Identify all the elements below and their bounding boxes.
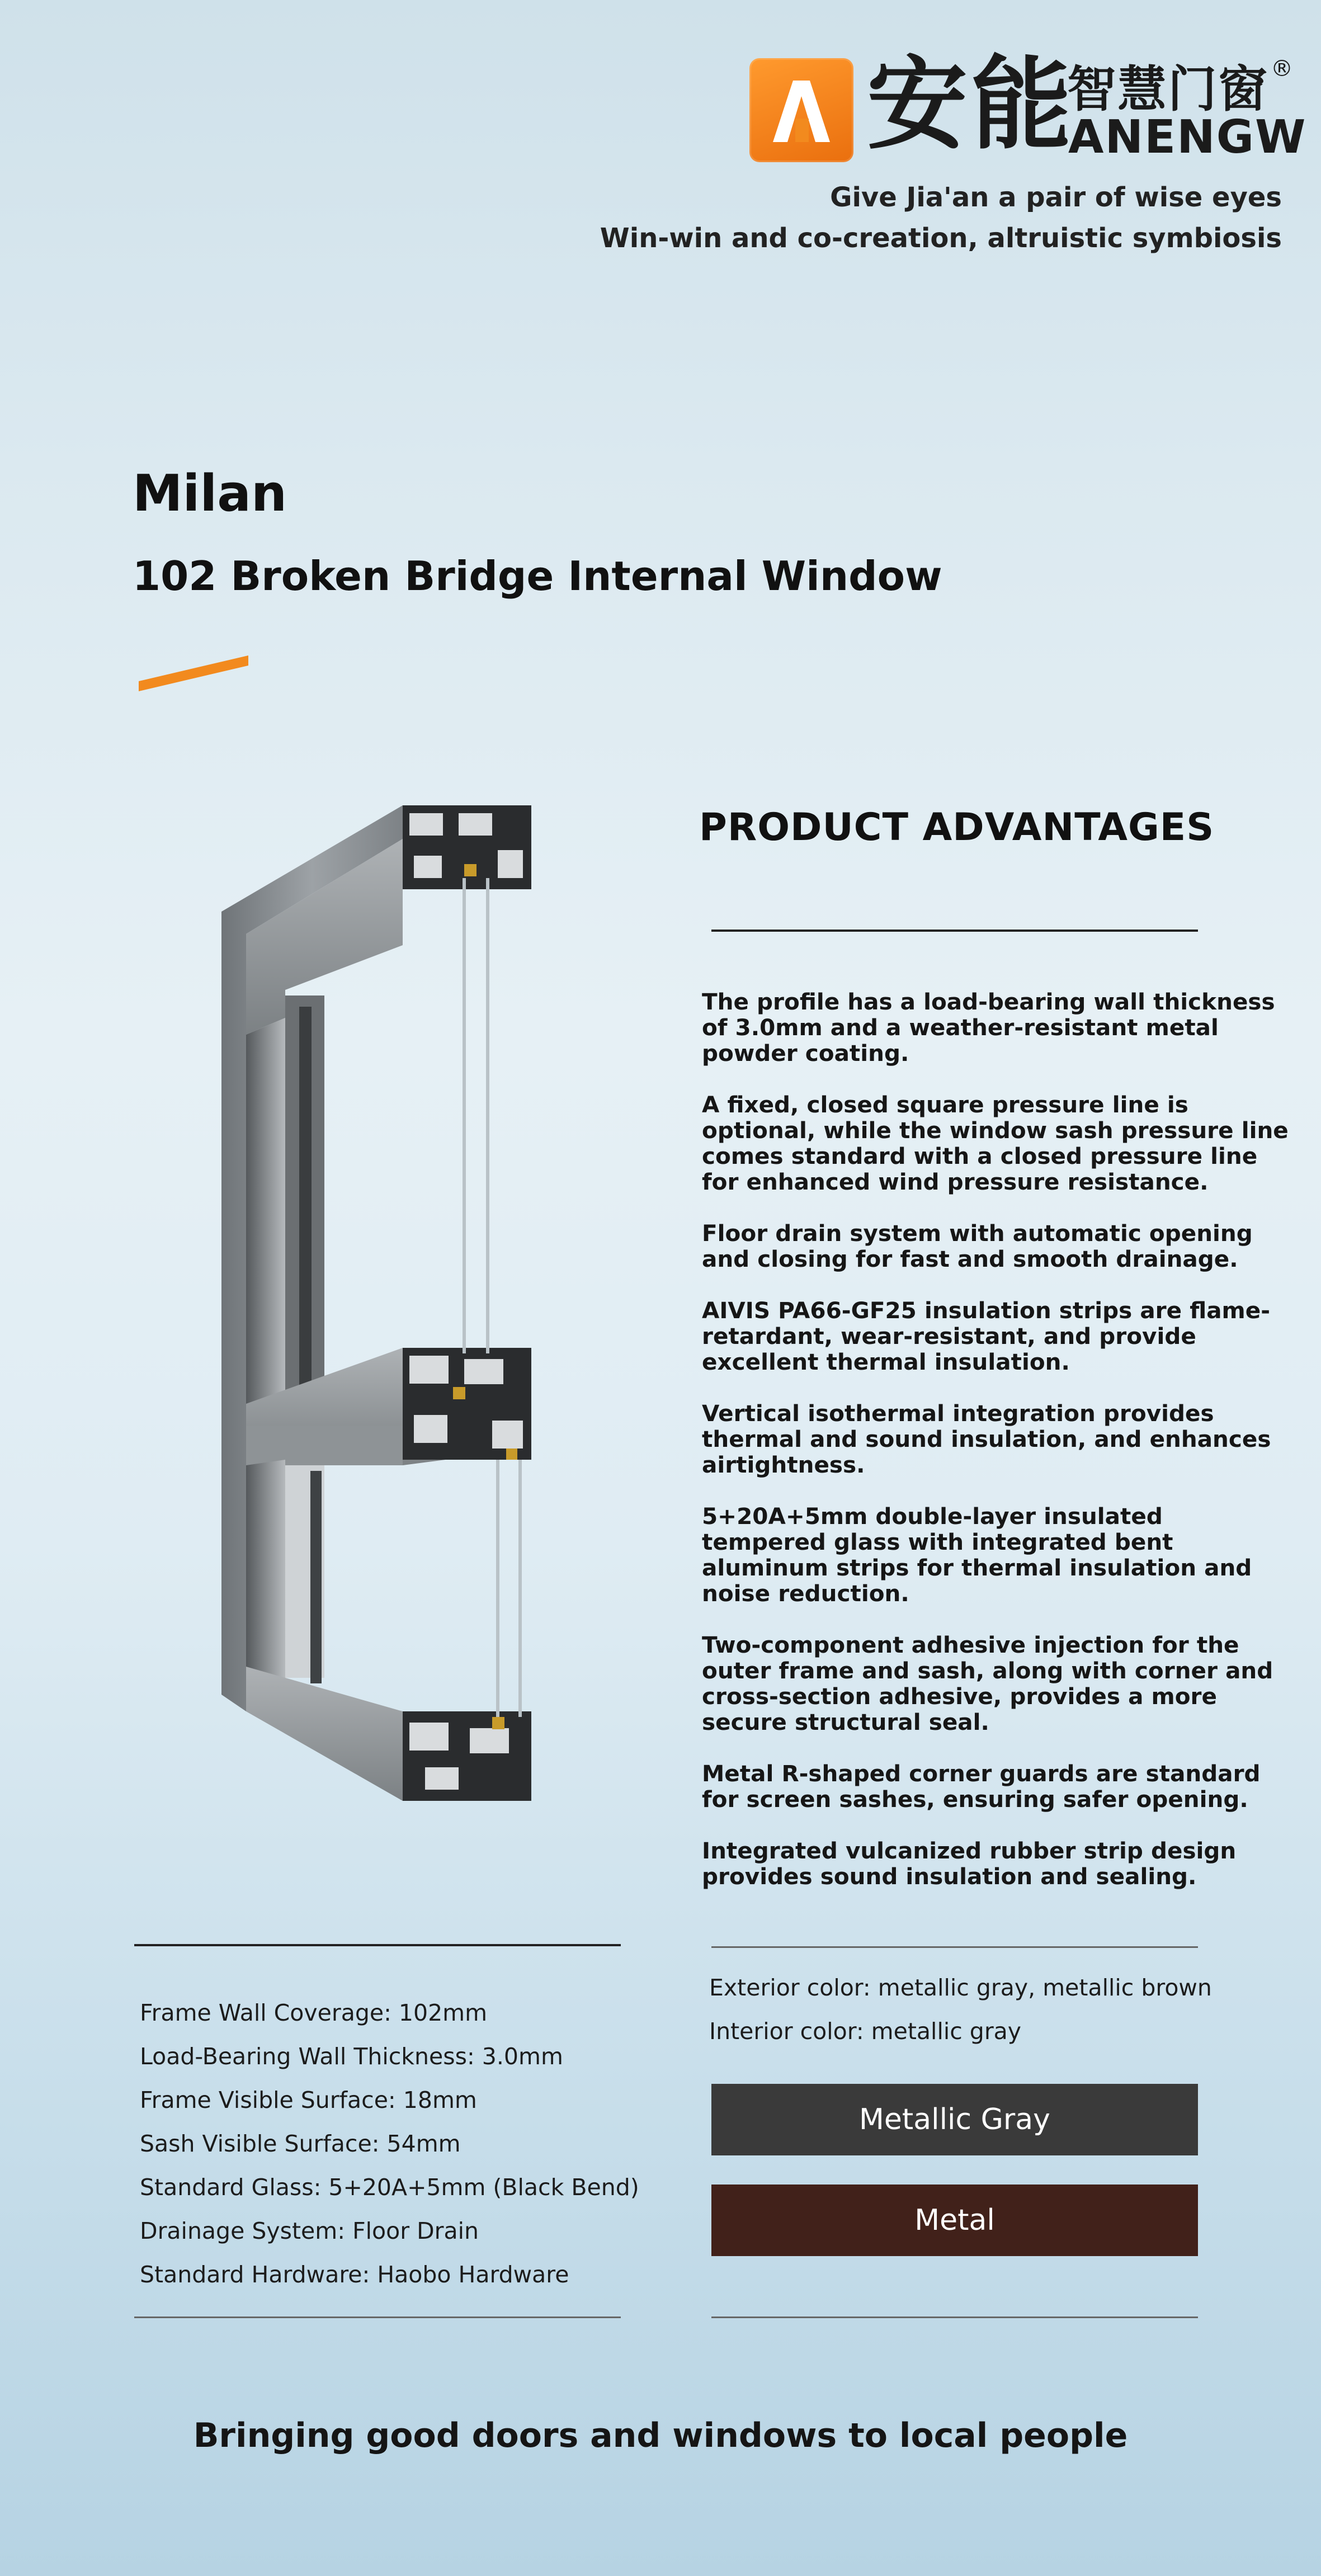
brand-slogan: Win-win and co-creation, altruistic symbiosis bbox=[600, 223, 1282, 254]
divider bbox=[134, 1944, 621, 1946]
spec-item: Frame Wall Coverage: 102mm bbox=[140, 1999, 488, 2026]
color-swatch-metal bbox=[711, 2185, 1198, 2256]
window-profile-cross-section-icon bbox=[201, 794, 548, 1823]
accent-stroke bbox=[139, 649, 251, 693]
advantage-item: 5+20A+5mm double-layer insulated tempered glass with integrated bent aluminum strips for thermal insulation and noise reduction. bbox=[702, 1503, 1252, 1607]
spec-item: Frame Visible Surface: 18mm bbox=[140, 2087, 477, 2113]
color-swatch-metallic-gray bbox=[711, 2084, 1198, 2155]
spec-item: Standard Glass: 5+20A+5mm (Black Bend) bbox=[140, 2174, 639, 2201]
product-subtitle: 102 Broken Bridge Internal Window bbox=[133, 553, 942, 600]
footer-tagline: Bringing good doors and windows to local people bbox=[193, 2416, 1128, 2455]
advantages-heading: PRODUCT ADVANTAGES bbox=[699, 805, 1215, 850]
advantages-list bbox=[702, 989, 1289, 1915]
advantage-item: Floor drain system with automatic opening and closing for fast and smooth drainage. bbox=[702, 1220, 1253, 1272]
advantage-item: Integrated vulcanized rubber strip design provides sound insulation and sealing. bbox=[702, 1837, 1237, 1890]
swatch-label: Metallic Gray bbox=[859, 2103, 1050, 2136]
advantage-item: Metal R-shaped corner guards are standard for screen sashes, ensuring safer opening. bbox=[702, 1760, 1261, 1813]
divider bbox=[711, 930, 1198, 932]
advantage-item: AIVIS PA66-GF25 insulation strips are flame-retardant, wear-resistant, and provide excellent thermal insulation. bbox=[702, 1297, 1271, 1375]
divider bbox=[711, 2316, 1198, 2318]
brand-logo-icon bbox=[749, 58, 853, 162]
brand-name-en: ANENGW bbox=[1068, 111, 1307, 164]
spec-item: Sash Visible Surface: 54mm bbox=[140, 2130, 461, 2157]
spec-item: Standard Hardware: Haobo Hardware bbox=[140, 2261, 569, 2288]
brand-tagline-cn: 智慧门窗 bbox=[1067, 60, 1269, 118]
advantage-item: A fixed, closed square pressure line is optional, while the window sash pressure line comes standard with a closed pressure line for enhanced wind pressure resistance. bbox=[702, 1091, 1289, 1195]
registered-mark: ® bbox=[1271, 56, 1293, 82]
advantage-item: The profile has a load-bearing wall thickness of 3.0mm and a weather-resistant metal powder coating. bbox=[702, 988, 1275, 1067]
spec-item: Load-Bearing Wall Thickness: 3.0mm bbox=[140, 2043, 563, 2070]
advantage-item: Vertical isothermal integration provides thermal and sound insulation, and enhances airtightness. bbox=[702, 1400, 1271, 1478]
spec-list bbox=[140, 1991, 639, 2296]
advantage-item: Two-component adhesive injection for the outer frame and sash, along with corner and cross-section adhesive, provides a more secure structural seal. bbox=[702, 1631, 1273, 1735]
exterior-color-text: Exterior color: metallic gray, metallic brown bbox=[709, 1974, 1212, 2001]
spec-item: Drainage System: Floor Drain bbox=[140, 2218, 479, 2244]
divider bbox=[711, 1946, 1198, 1948]
product-name: Milan bbox=[133, 464, 287, 523]
brand-name-cn: 安能 bbox=[867, 46, 1075, 163]
brand-slogan: Give Jia'an a pair of wise eyes bbox=[830, 182, 1282, 213]
interior-color-text: Interior color: metallic gray bbox=[709, 2018, 1022, 2045]
divider bbox=[134, 2316, 621, 2318]
swatch-label: Metal bbox=[914, 2204, 995, 2237]
